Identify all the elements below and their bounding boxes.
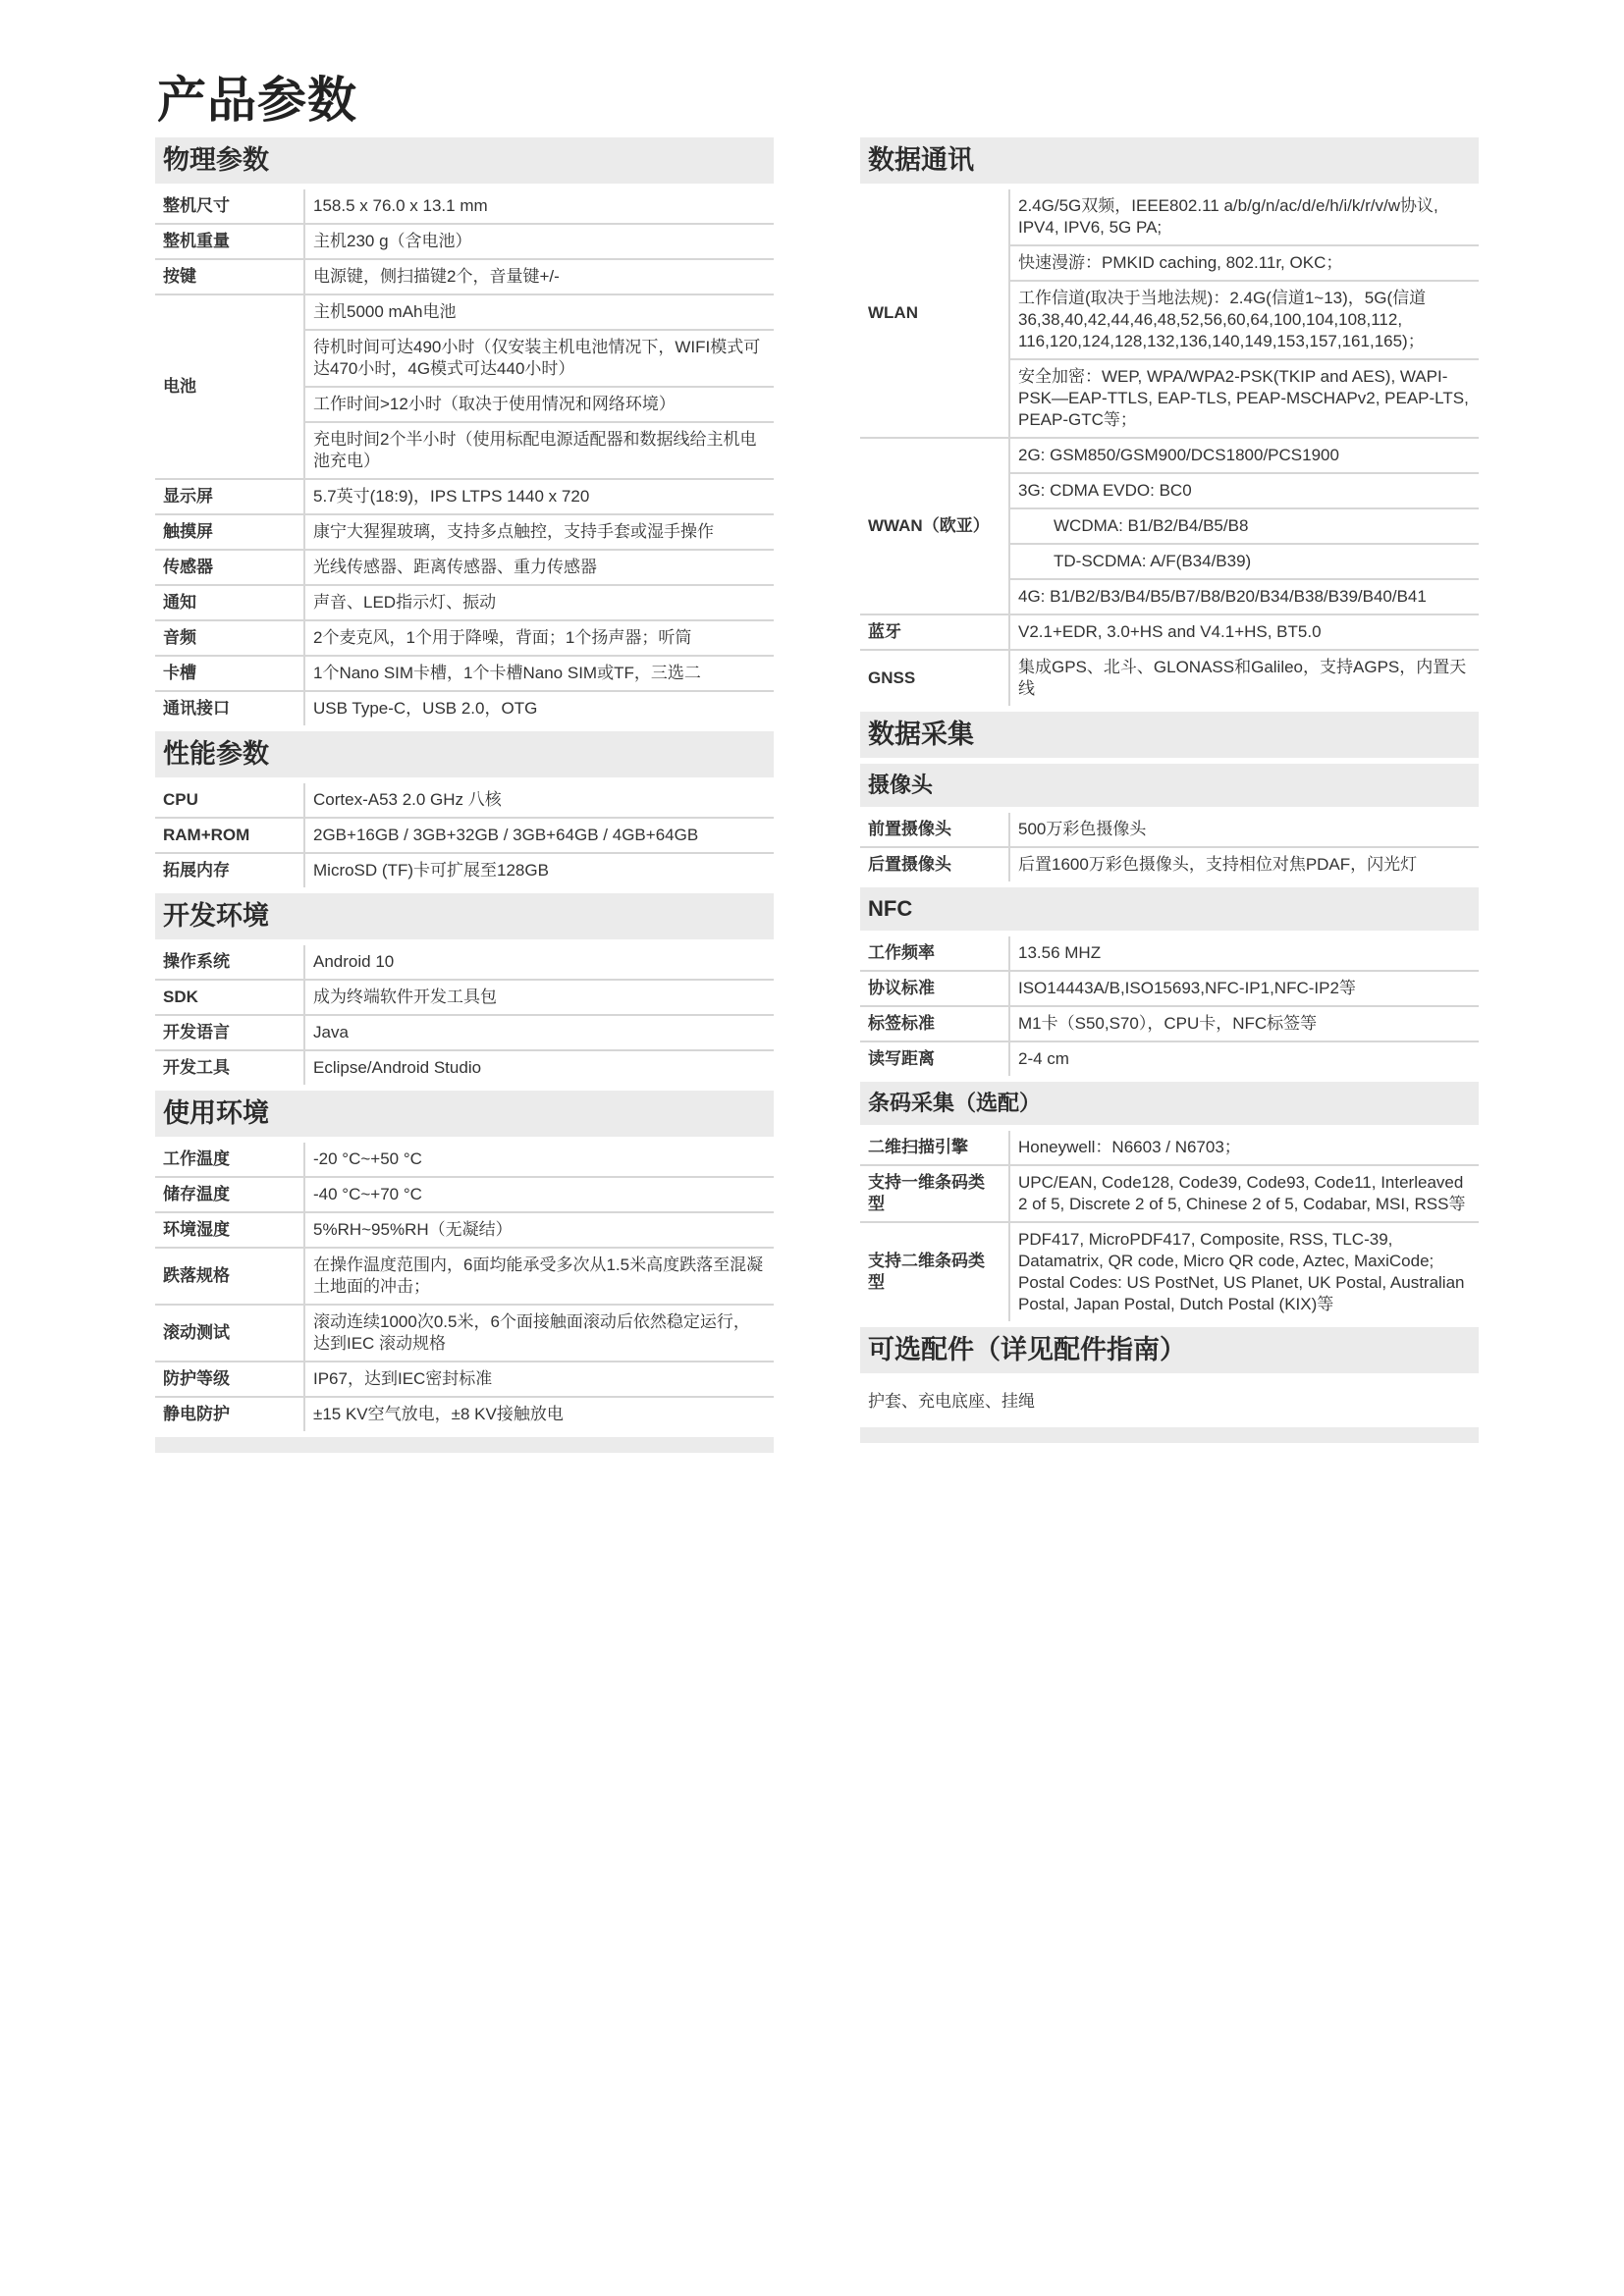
spec-row: [155, 854, 774, 887]
spec-value: PDF417, MicroPDF417, Composite, RSS, TLC-39, Datamatrix, QR code, Micro QR code, Aztec, MaxiCode; Postal Codes: US PostNet, US Planet, UK Postal, Australian Postal, Japan Postal, Dutch Postal (KIX)等: [1018, 1230, 1465, 1313]
spec-value: M1卡（S50,S70），CPU卡，NFC标签等: [1018, 1014, 1318, 1033]
spec-value: 13.56 MHZ: [1018, 943, 1102, 962]
spec-row: [860, 848, 1479, 881]
spec-value: 电源键，侧扫描键2个，音量键+/-: [313, 267, 560, 286]
section-header: 使用环境: [155, 1091, 774, 1137]
spec-values: [305, 1143, 774, 1176]
spec-label: 开发语言: [155, 1016, 305, 1049]
spec-value: Java: [313, 1023, 349, 1041]
spec-label: 整机尺寸: [155, 189, 305, 223]
spec-row: [155, 1016, 774, 1051]
spec-row: [155, 981, 774, 1016]
spec-label: 开发工具: [155, 1051, 305, 1085]
spec-value: 2.4G/5G双频，IEEE802.11 a/b/g/n/ac/d/e/h/i/k/r/v/w协议, IPV4, IPV6, 5G PA;: [1010, 189, 1479, 246]
spec-values: [305, 783, 774, 817]
spec-values: [1010, 848, 1479, 881]
spec-value: 3G: CDMA EVDO: BC0: [1010, 474, 1479, 509]
spec-values: [305, 1362, 774, 1396]
spec-label: 工作温度: [155, 1143, 305, 1176]
spec-label: 蓝牙: [860, 615, 1010, 649]
spec-values: [1010, 972, 1479, 1005]
spec-row: [155, 1398, 774, 1431]
spec-value: 主机5000 mAh电池: [305, 295, 774, 331]
spec-label: 协议标准: [860, 972, 1010, 1005]
spec-label: 前置摄像头: [860, 813, 1010, 846]
spec-values: [305, 1213, 774, 1247]
spec-label: 整机重量: [155, 225, 305, 258]
spec-value: IP67，达到IEC密封标准: [313, 1369, 493, 1388]
spec-values: [1010, 1166, 1479, 1221]
spec-values: [1010, 1042, 1479, 1076]
spec-value: 充电时间2个半小时（使用标配电源适配器和数据线给主机电池充电）: [313, 430, 757, 470]
spec-value: 2GB+16GB / 3GB+32GB / 3GB+64GB / 4GB+64GB: [313, 826, 699, 844]
spec-value: 4G: B1/B2/B3/B4/B5/B7/B8/B20/B34/B38/B39/B40/B41: [1018, 587, 1427, 606]
spec-row: [155, 260, 774, 295]
spec-row: [155, 295, 774, 480]
spec-row: [860, 1131, 1479, 1166]
spec-value: 158.5 x 76.0 x 13.1 mm: [313, 196, 488, 215]
subsection-header: NFC: [860, 887, 1479, 931]
spec-row: [155, 783, 774, 819]
spec-row: [860, 1166, 1479, 1223]
spec-row: [155, 551, 774, 586]
left-column: [155, 137, 774, 1453]
spec-row: [155, 1051, 774, 1085]
footer-bar: [860, 1427, 1479, 1443]
spec-values: [305, 657, 774, 690]
spec-row: [860, 439, 1479, 615]
spec-value: 2G: GSM850/GSM900/DCS1800/PCS1900: [1010, 439, 1479, 474]
spec-label: 音频: [155, 621, 305, 655]
spec-value: 成为终端软件开发工具包: [313, 988, 497, 1006]
section-header: 性能参数: [155, 731, 774, 777]
spec-values: [305, 295, 774, 478]
spec-value: MicroSD (TF)卡可扩展至128GB: [313, 861, 549, 880]
spec-row: [155, 1249, 774, 1306]
spec-value: 1个Nano SIM卡槽，1个卡槽Nano SIM或TF，三选二: [313, 664, 701, 682]
spec-label: 支持一维条码类型: [860, 1166, 1010, 1221]
spec-values: [1010, 189, 1479, 437]
spec-values: [305, 515, 774, 549]
spec-row: [155, 225, 774, 260]
section-header: 数据采集: [860, 712, 1479, 758]
spec-label: WWAN（欧亚）: [860, 439, 1010, 614]
spec-label: 操作系统: [155, 945, 305, 979]
spec-values: [305, 819, 774, 852]
spec-label: 二维扫描引擎: [860, 1131, 1010, 1164]
spec-value: V2.1+EDR, 3.0+HS and V4.1+HS, BT5.0: [1018, 622, 1322, 641]
spec-row: [860, 615, 1479, 651]
spec-values: [1010, 615, 1479, 649]
spec-row: [860, 1042, 1479, 1076]
spec-value: Eclipse/Android Studio: [313, 1058, 482, 1077]
spec-value: -40 °C~+70 °C: [313, 1185, 422, 1203]
spec-label: 按键: [155, 260, 305, 294]
spec-values: [1010, 813, 1479, 846]
spec-value: ±15 KV空气放电，±8 KV接触放电: [313, 1405, 564, 1423]
spec-label: 环境湿度: [155, 1213, 305, 1247]
subsection-header: 摄像头: [860, 764, 1479, 807]
spec-label: 支持二维条码类型: [860, 1223, 1010, 1321]
spec-row: [155, 1178, 774, 1213]
section-header: 物理参数: [155, 137, 774, 184]
spec-value: ISO14443A/B,ISO15693,NFC-IP1,NFC-IP2等: [1018, 979, 1356, 997]
spec-value: 工作时间>12小时（取决于使用情况和网络环境）: [305, 388, 774, 423]
spec-values: [305, 1249, 774, 1304]
spec-row: [860, 651, 1479, 706]
spec-row: [860, 1007, 1479, 1042]
spec-value: 后置1600万彩色摄像头，支持相位对焦PDAF，闪光灯: [1018, 855, 1418, 874]
spec-values: [305, 189, 774, 223]
spec-value: 安全加密：WEP, WPA/WPA2-PSK(TKIP and AES), WAPI-PSK—EAP-TTLS, EAP-TLS, PEAP-MSCHAPv2, PEAP-LTS, PEAP-GTC等；: [1018, 367, 1469, 429]
page-title: 产品参数: [157, 73, 357, 128]
spec-values: [305, 225, 774, 258]
spec-row: [155, 1362, 774, 1398]
footer-bar: [155, 1437, 774, 1453]
accessories-text: 护套、充电底座、挂绳: [868, 1392, 1035, 1411]
spec-values: [1010, 1223, 1479, 1321]
spec-row: [155, 819, 774, 854]
spec-values: [1010, 439, 1479, 614]
spec-label: RAM+ROM: [155, 819, 305, 852]
spec-values: [305, 1016, 774, 1049]
spec-row: [155, 1306, 774, 1362]
spec-value: WCDMA: B1/B2/B4/B5/B8: [1010, 509, 1479, 545]
spec-label: 后置摄像头: [860, 848, 1010, 881]
spec-row: [155, 692, 774, 725]
spec-value: 滚动连续1000次0.5米，6个面接触面滚动后依然稳定运行，达到IEC 滚动规格: [313, 1312, 750, 1353]
spec-label: WLAN: [860, 189, 1010, 437]
spec-value: 声音、LED指示灯、振动: [313, 593, 497, 612]
spec-values: [305, 551, 774, 584]
spec-value: UPC/EAN, Code128, Code39, Code93, Code11, Interleaved 2 of 5, Discrete 2 of 5, Chinese 2 of 5, Codabar, MSI, RSS等: [1018, 1173, 1466, 1213]
spec-values: [1010, 1007, 1479, 1041]
spec-values: [305, 1178, 774, 1211]
spec-value: TD-SCDMA: A/F(B34/B39): [1010, 545, 1479, 580]
spec-label: 显示屏: [155, 480, 305, 513]
spec-values: [1010, 1131, 1479, 1164]
spec-value: 2-4 cm: [1018, 1049, 1069, 1068]
spec-value: 康宁大猩猩玻璃，支持多点触控，支持手套或湿手操作: [313, 522, 714, 541]
section-header: 开发环境: [155, 893, 774, 939]
spec-values: [305, 260, 774, 294]
spec-value: 2个麦克风，1个用于降噪，背面；1个扬声器；听筒: [313, 628, 692, 647]
spec-value: Cortex-A53 2.0 GHz 八核: [313, 790, 502, 809]
spec-values: [305, 981, 774, 1014]
spec-label: SDK: [155, 981, 305, 1014]
spec-values: [305, 692, 774, 725]
spec-row: [155, 621, 774, 657]
spec-label: 静电防护: [155, 1398, 305, 1431]
spec-row: [155, 480, 774, 515]
spec-label: GNSS: [860, 651, 1010, 706]
spec-value: 在操作温度范围内，6面均能承受多次从1.5米高度跌落至混凝土地面的冲击；: [313, 1255, 764, 1296]
section-header: 数据通讯: [860, 137, 1479, 184]
spec-label: 跌落规格: [155, 1249, 305, 1304]
spec-label: 卡槽: [155, 657, 305, 690]
spec-values: [305, 586, 774, 619]
spec-label: 读写距离: [860, 1042, 1010, 1076]
spec-row: [155, 1213, 774, 1249]
spec-label: 标签标准: [860, 1007, 1010, 1041]
spec-row: [155, 189, 774, 225]
spec-row: [860, 936, 1479, 972]
spec-values: [1010, 651, 1479, 706]
spec-label: 滚动测试: [155, 1306, 305, 1361]
spec-value: 500万彩色摄像头: [1018, 820, 1147, 838]
spec-label: 工作频率: [860, 936, 1010, 970]
spec-row: [860, 189, 1479, 439]
spec-values: [305, 1306, 774, 1361]
spec-values: [1010, 936, 1479, 970]
spec-row: [155, 515, 774, 551]
spec-values: [305, 1051, 774, 1085]
spec-value: -20 °C~+50 °C: [313, 1149, 422, 1168]
spec-row: [155, 1143, 774, 1178]
spec-label: 通知: [155, 586, 305, 619]
spec-value: 快速漫游：PMKID caching, 802.11r, OKC；: [1010, 246, 1479, 282]
section-header: 可选配件（详见配件指南）: [860, 1327, 1479, 1373]
spec-value: 待机时间可达490小时（仅安装主机电池情况下，WIFI模式可达470小时，4G模式可达440小时）: [305, 331, 774, 388]
spec-values: [305, 854, 774, 887]
subsection-header: 条码采集（选配）: [860, 1082, 1479, 1125]
spec-label: CPU: [155, 783, 305, 817]
spec-value: Android 10: [313, 952, 395, 971]
spec-label: 电池: [155, 295, 305, 478]
spec-values: [305, 1398, 774, 1431]
spec-values: [305, 480, 774, 513]
spec-row: [860, 972, 1479, 1007]
spec-row: [860, 1223, 1479, 1321]
spec-label: 拓展内存: [155, 854, 305, 887]
spec-value: 光线传感器、距离传感器、重力传感器: [313, 558, 597, 576]
spec-value: 5%RH~95%RH（无凝结）: [313, 1220, 513, 1239]
right-column: [860, 137, 1479, 1443]
spec-label: 通讯接口: [155, 692, 305, 725]
spec-label: 触摸屏: [155, 515, 305, 549]
spec-value: 主机230 g（含电池）: [313, 232, 472, 250]
spec-row: [155, 586, 774, 621]
spec-value: USB Type-C，USB 2.0，OTG: [313, 699, 538, 718]
spec-value: 集成GPS、北斗、GLONASS和Galileo，支持AGPS，内置天线: [1018, 658, 1467, 698]
spec-label: 防护等级: [155, 1362, 305, 1396]
spec-row: [860, 813, 1479, 848]
spec-label: 储存温度: [155, 1178, 305, 1211]
spec-values: [305, 945, 774, 979]
spec-value: 工作信道(取决于当地法规)：2.4G(信道1~13)，5G(信道36,38,40,42,44,46,48,52,56,60,64,100,104,108,112, 116,120,124,128,132,136,140,149,153,157,161,165)；: [1010, 282, 1479, 360]
spec-values: [305, 621, 774, 655]
spec-row: [155, 657, 774, 692]
spec-label: 传感器: [155, 551, 305, 584]
spec-row: [155, 945, 774, 981]
spec-value: Honeywell：N6603 / N6703；: [1018, 1138, 1241, 1156]
spec-value: 5.7英寸(18:9)，IPS LTPS 1440 x 720: [313, 487, 590, 506]
